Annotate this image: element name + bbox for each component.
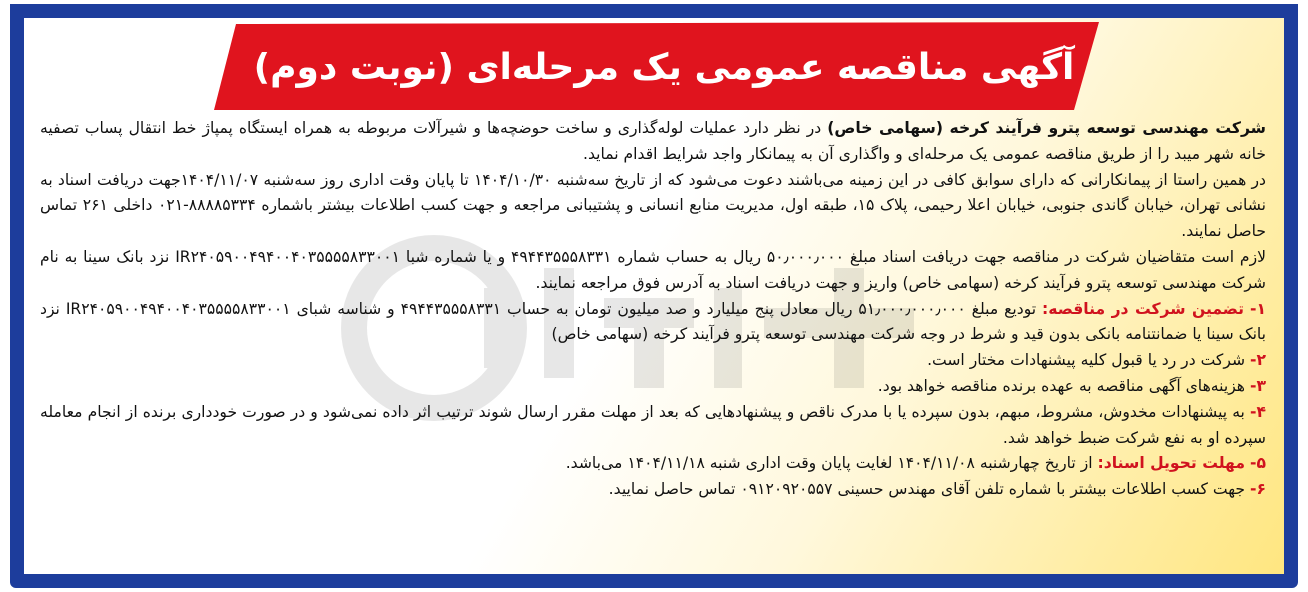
ad-body bbox=[40, 116, 1266, 503]
intro-text: در نظر دارد عملیات لوله‌گذاری و ساخت حوضچه‌ها و شیرآلات مربوطه به همراه ایستگاه پمپاژ خط انتقال پساب تصفیه خانه شهر میبد را از طریق مناقصه عمومی یک مرحله‌ای و واگذاری آن به پیمانکار واجد شرایط اقدام نماید. bbox=[40, 119, 1266, 163]
list-item: ۴- به پیشنهادات مخدوش، مشروط، مبهم، بدون سپرده یا با مدرک ناقص و پیشنهادهایی که بعد از مهلت مقرر ارسال شوند ترتیب اثر داده نمی‌شود و در صورت خودداری برنده از انجام معامله سپرده او به نفع شرکت ضبط خواهد شد. bbox=[40, 402, 1266, 447]
payment-paragraph: لازم است متقاضیان شرکت در مناقصه جهت دریافت اسناد مبلغ ۵۰٫۰۰۰٫۰۰۰ ریال به حساب شماره ۴۹۴۴۳۵۵۵۸۳۳۱ و یا شماره شبا IR۲۴۰۵۹۰۰۴۹۴۰۰۴۰۳۵۵۵۵۸۳۳۰۰۱ نزد بانک سینا به نام شرکت مهندسی توسعه پترو فرآیند کرخه (سهامی خاص) واریز و جهت دریافت اسناد به آدرس فوق مراجعه نمایند. bbox=[40, 247, 1266, 292]
item-heading: تضمین شرکت در مناقصه: bbox=[1042, 299, 1245, 318]
company-name: شرکت مهندسی توسعه پترو فرآیند کرخه (سهامی خاص) bbox=[827, 119, 1266, 137]
intro-paragraph bbox=[40, 116, 1266, 168]
list-item: ۱- تضمین شرکت در مناقصه: تودیع مبلغ ۵۱٫۰۰۰٫۰۰۰٫۰۰۰ ریال معادل پنج میلیارد و صد میلیون تومان به حساب ۴۹۴۴۳۵۵۵۸۳۳۱ و شناسه شبای IR۲۴۰۵۹۰۰۴۹۴۰۰۴۰۳۵۵۵۵۸۳۳۰۰۱ نزد بانک سینا یا ضمانتنامه بانکی بدون قید و شرط در وجه شرکت مهندسی توسعه پترو فرآیند کرخه (سهامی خاص) bbox=[40, 299, 1266, 344]
document-receipt-paragraph: در همین راستا از پیمانکارانی که دارای سوابق کافی در این زمینه می‌باشند دعوت می‌شود که از تاریخ سه‌شنبه ۱۴۰۴/۱۰/۳۰ تا پایان وقت اداری روز سه‌شنبه ۱۴۰۴/۱۱/۰۷جهت دریافت اسناد به نشانی تهران، خیابان گاندی جنوبی، خیابان اعلا رحیمی، پلاک ۱۵، طبقه اول، مدیریت منابع انسانی و پشتیبانی مراجعه و جهت کسب اطلاعات بیشتر باشماره ۸۸۸۸۵۳۳۴-۰۲۱ داخلی ۲۶۱ تماس حاصل نمایند. bbox=[40, 170, 1267, 241]
list-item: ۲- شرکت در رد یا قبول کلیه پیشنهادات مختار است. bbox=[927, 351, 1266, 370]
list-item: ۵- مهلت تحویل اسناد: از تاریخ چهارشنبه ۱۴۰۴/۱۱/۰۸ لغایت پایان وقت اداری شنبه ۱۴۰۴/۱۱/۱۸ می‌باشد. bbox=[565, 454, 1266, 473]
ad-content-area bbox=[24, 18, 1284, 574]
list-item: ۶- جهت کسب اطلاعات بیشتر با شماره تلفن آقای مهندس حسینی ۰۹۱۲۰۹۲۰۵۵۷ تماس حاصل نمایید. bbox=[608, 480, 1266, 499]
list-item: ۳- هزینه‌های آگهی مناقصه به عهده برنده مناقصه خواهد بود. bbox=[877, 376, 1266, 395]
ad-title: آگهی مناقصه عمومی یک مرحله‌ای (نوبت دوم) bbox=[253, 46, 1075, 88]
item-heading: مهلت تحویل اسناد: bbox=[1097, 454, 1246, 473]
frame-top-strip bbox=[10, 4, 1298, 12]
